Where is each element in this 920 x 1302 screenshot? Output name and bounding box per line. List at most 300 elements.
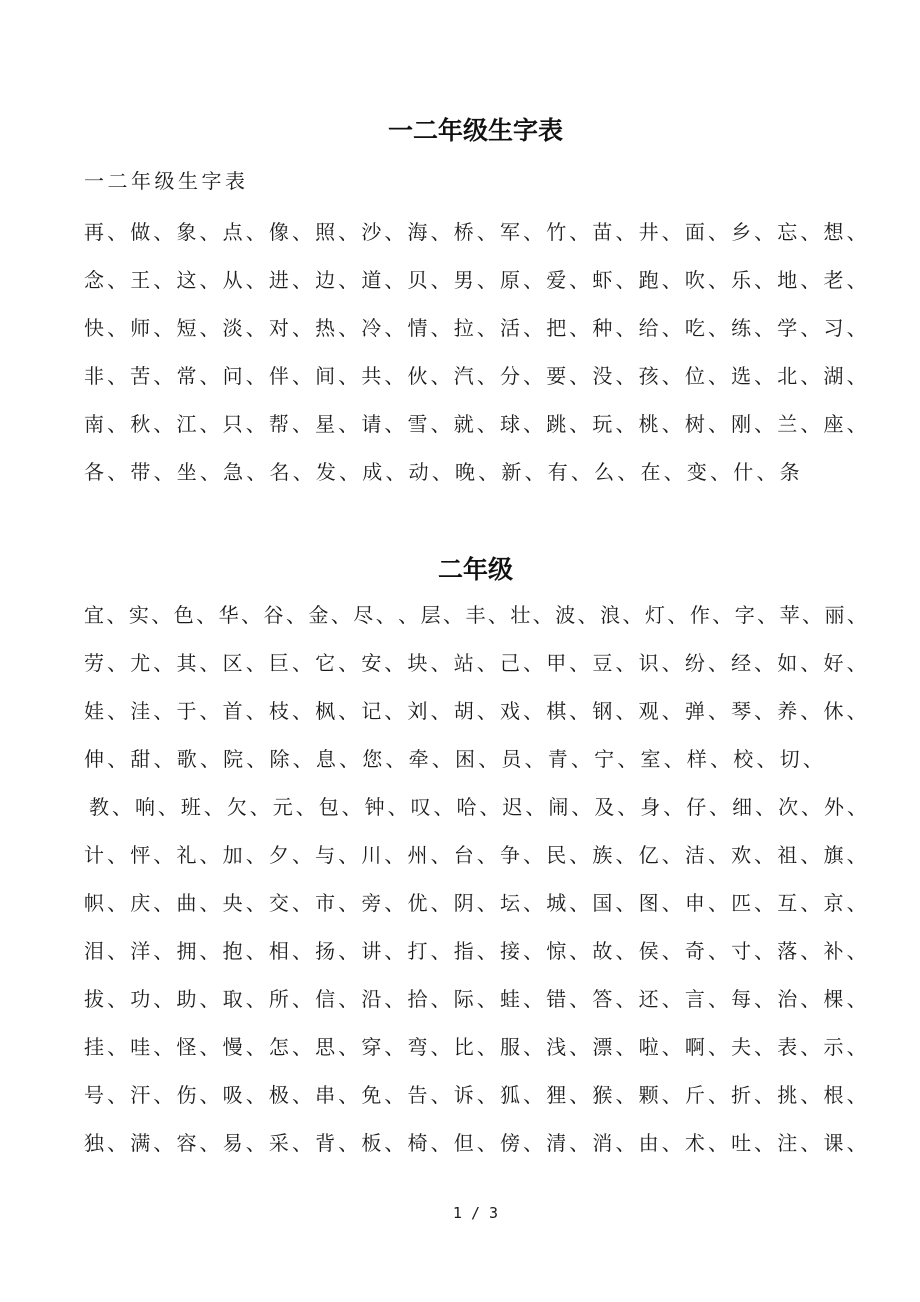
character-glyph: 扬 — [315, 941, 336, 963]
character-glyph: 、 — [570, 461, 591, 484]
character-glyph: 响 — [134, 797, 155, 819]
character-glyph: 、 — [430, 845, 451, 867]
character-glyph: 、 — [661, 1037, 682, 1059]
character-glyph: 、 — [153, 893, 174, 915]
character-glyph: 浪 — [600, 605, 621, 627]
character-glyph: 拔 — [84, 989, 104, 1011]
character-glyph: 、 — [846, 989, 867, 1011]
character-glyph: 面 — [684, 221, 705, 244]
character-glyph: 就 — [453, 413, 474, 436]
character-glyph: 、 — [754, 365, 775, 388]
character-glyph: 、 — [661, 317, 682, 340]
character-glyph: 、 — [622, 605, 643, 627]
character-glyph: 带 — [130, 461, 151, 484]
character-glyph: 共 — [361, 365, 382, 388]
character-glyph: 、 — [107, 893, 128, 915]
character-glyph: 、 — [476, 1037, 497, 1059]
character-glyph: 牵 — [408, 749, 429, 771]
character-glyph: 色 — [173, 605, 194, 627]
character-glyph: 、 — [387, 797, 408, 819]
character-glyph: 、 — [846, 221, 867, 244]
character-glyph: 汽 — [453, 365, 474, 388]
character-glyph: 、 — [295, 797, 316, 819]
character-glyph: 言 — [684, 989, 705, 1011]
character-glyph: 、 — [523, 845, 544, 867]
character-glyph: 州 — [407, 845, 428, 867]
character-glyph: 再 — [84, 221, 104, 244]
character-glyph: 、 — [569, 413, 590, 436]
character-glyph: 胡 — [453, 701, 474, 723]
grade-1-2-character-rows — [84, 209, 867, 497]
character-glyph: 、 — [245, 365, 266, 388]
character-glyph: 息 — [315, 749, 336, 771]
character-glyph: 民 — [546, 845, 567, 867]
character-glyph: 枝 — [268, 701, 289, 723]
character-glyph: 、 — [430, 989, 451, 1011]
character-glyph: 、 — [615, 845, 636, 867]
character-glyph: 、 — [153, 989, 174, 1011]
character-glyph: 、 — [199, 317, 220, 340]
character-glyph: 哈 — [456, 797, 477, 819]
character-glyph: 您 — [362, 749, 383, 771]
character-row — [84, 401, 867, 449]
character-glyph: 苹 — [779, 605, 800, 627]
character-row — [84, 832, 867, 880]
character-glyph: 落 — [777, 941, 798, 963]
character-glyph: 怎 — [268, 1037, 289, 1059]
character-glyph: 、 — [846, 1037, 867, 1059]
character-glyph: 、 — [430, 653, 451, 675]
grade-2-character-rows — [84, 592, 867, 1168]
character-glyph: 、 — [384, 221, 405, 244]
character-glyph: 相 — [268, 941, 289, 963]
character-glyph: 北 — [777, 365, 798, 388]
character-glyph: 华 — [218, 605, 239, 627]
character-glyph: 、 — [196, 605, 217, 627]
character-glyph: 、 — [157, 797, 178, 819]
character-glyph: 首 — [222, 701, 243, 723]
character-glyph: 、 — [106, 605, 127, 627]
character-glyph: 、 — [431, 749, 452, 771]
character-glyph: 、 — [245, 701, 266, 723]
character-glyph: 、 — [384, 653, 405, 675]
character-glyph: 进 — [268, 269, 289, 292]
character-glyph: 根 — [823, 1085, 844, 1107]
character-glyph: 桥 — [453, 221, 474, 244]
character-glyph: 汗 — [130, 1085, 151, 1107]
character-glyph: 、 — [524, 461, 545, 484]
character-glyph: 字 — [734, 605, 755, 627]
character-glyph: 、 — [523, 413, 544, 436]
character-glyph: 、 — [398, 605, 419, 627]
character-glyph: 、 — [754, 413, 775, 436]
character-glyph: 、 — [523, 1037, 544, 1059]
character-glyph: 动 — [408, 461, 429, 484]
character-glyph: 表 — [777, 1037, 798, 1059]
character-glyph: 院 — [223, 749, 244, 771]
character-glyph: 、 — [291, 365, 312, 388]
character-glyph: 、 — [199, 461, 220, 484]
character-glyph: 、 — [615, 989, 636, 1011]
character-glyph: 、 — [153, 941, 174, 963]
character-glyph: 竹 — [546, 221, 567, 244]
character-glyph: 故 — [592, 941, 613, 963]
character-glyph: 课 — [823, 1133, 844, 1155]
character-glyph: 、 — [338, 1133, 359, 1155]
character-glyph: 怦 — [130, 845, 151, 867]
character-glyph: 照 — [315, 221, 336, 244]
character-glyph: 、 — [667, 605, 688, 627]
document-subtitle: 一二年级生字表 — [84, 171, 249, 193]
character-glyph: 吸 — [222, 1085, 243, 1107]
character-glyph: 极 — [268, 1085, 289, 1107]
character-glyph: 、 — [338, 221, 359, 244]
character-glyph: 信 — [315, 989, 336, 1011]
character-glyph: 孩 — [638, 365, 659, 388]
section-grade-1-2 — [84, 209, 867, 497]
character-glyph: 、 — [107, 749, 128, 771]
character-glyph: 叹 — [410, 797, 431, 819]
character-glyph: 、 — [523, 893, 544, 915]
character-glyph: 、 — [532, 605, 553, 627]
character-glyph: 、 — [338, 653, 359, 675]
character-glyph: 、 — [476, 1085, 497, 1107]
character-glyph: 么 — [594, 461, 615, 484]
character-glyph: 、 — [291, 989, 312, 1011]
character-glyph: 、 — [615, 1133, 636, 1155]
character-glyph: 、 — [338, 317, 359, 340]
character-glyph: 帮 — [268, 413, 289, 436]
character-glyph: 分 — [499, 365, 520, 388]
character-glyph: 、 — [846, 653, 867, 675]
character-glyph: 刘 — [407, 701, 428, 723]
character-glyph: 、 — [199, 365, 220, 388]
character-glyph: 、 — [199, 269, 220, 292]
character-glyph: 、 — [846, 1133, 867, 1155]
character-glyph: 尽 — [353, 605, 374, 627]
character-glyph: 、 — [801, 797, 822, 819]
character-glyph: 、 — [199, 221, 220, 244]
character-glyph: 、 — [476, 893, 497, 915]
character-glyph: 、 — [617, 797, 638, 819]
character-glyph: 京 — [823, 893, 844, 915]
character-glyph: 、 — [291, 269, 312, 292]
character-glyph: 、 — [107, 365, 128, 388]
character-glyph: 除 — [269, 749, 290, 771]
character-glyph: 际 — [453, 989, 474, 1011]
character-glyph: 、 — [754, 1037, 775, 1059]
character-glyph: 、 — [153, 845, 174, 867]
character-glyph: 细 — [732, 797, 753, 819]
character-glyph: 、 — [707, 1085, 728, 1107]
character-glyph: 湖 — [823, 365, 844, 388]
character-glyph: 、 — [800, 1133, 821, 1155]
character-glyph: 身 — [640, 797, 661, 819]
character-glyph: 它 — [315, 653, 336, 675]
character-glyph: 、 — [107, 653, 128, 675]
character-glyph: 、 — [661, 701, 682, 723]
character-glyph: 、 — [569, 269, 590, 292]
character-glyph: 争 — [499, 845, 520, 867]
character-glyph: 、 — [615, 365, 636, 388]
character-glyph: 接 — [499, 941, 520, 963]
character-glyph: 、 — [384, 1037, 405, 1059]
character-glyph: 、 — [291, 1133, 312, 1155]
character-glyph: 、 — [523, 653, 544, 675]
character-glyph: 养 — [777, 701, 798, 723]
character-glyph: 容 — [176, 1133, 197, 1155]
character-glyph: 灯 — [644, 605, 665, 627]
character-glyph: 、 — [523, 221, 544, 244]
character-glyph: 、 — [707, 893, 728, 915]
character-glyph: 波 — [555, 605, 576, 627]
character-glyph: 、 — [661, 1085, 682, 1107]
character-glyph: 、 — [291, 221, 312, 244]
character-glyph: 记 — [361, 701, 382, 723]
character-glyph: 、 — [375, 605, 396, 627]
character-glyph: 、 — [476, 989, 497, 1011]
character-glyph: 清 — [546, 1133, 567, 1155]
character-glyph: 、 — [615, 941, 636, 963]
character-glyph: 、 — [291, 1085, 312, 1107]
character-glyph: 取 — [222, 989, 243, 1011]
character-glyph: 斤 — [684, 1085, 705, 1107]
character-glyph: 还 — [638, 989, 659, 1011]
character-glyph: 、 — [107, 989, 128, 1011]
character-glyph: 、 — [476, 221, 497, 244]
character-glyph: 示 — [823, 1037, 844, 1059]
character-glyph: 、 — [245, 221, 266, 244]
character-glyph: 、 — [755, 797, 776, 819]
character-glyph: 互 — [777, 893, 798, 915]
character-glyph: 、 — [754, 269, 775, 292]
character-glyph: 洋 — [130, 941, 151, 963]
character-glyph: 、 — [661, 269, 682, 292]
character-glyph: 仔 — [686, 797, 707, 819]
character-glyph: 星 — [315, 413, 336, 436]
character-glyph: 、 — [339, 461, 360, 484]
character-glyph: 、 — [153, 1133, 174, 1155]
character-glyph: 情 — [407, 317, 428, 340]
character-glyph: 、 — [245, 413, 266, 436]
character-glyph: 狐 — [499, 1085, 520, 1107]
character-glyph: 穿 — [361, 1037, 382, 1059]
character-glyph: 、 — [569, 1133, 590, 1155]
character-glyph: 、 — [615, 221, 636, 244]
character-glyph: 、 — [330, 605, 351, 627]
character-glyph: 、 — [476, 941, 497, 963]
character-glyph: 交 — [268, 893, 289, 915]
character-glyph: 、 — [199, 1085, 220, 1107]
character-glyph: 、 — [153, 1085, 174, 1107]
character-glyph: 、 — [661, 893, 682, 915]
character-glyph: 尤 — [130, 653, 151, 675]
character-glyph: 、 — [476, 1133, 497, 1155]
character-glyph: 、 — [754, 317, 775, 340]
character-glyph: 、 — [577, 605, 598, 627]
character-glyph: 助 — [176, 989, 197, 1011]
character-glyph: 、 — [199, 1133, 220, 1155]
character-glyph: 庆 — [130, 893, 151, 915]
character-row — [84, 592, 867, 640]
character-glyph: 宜 — [84, 605, 104, 627]
character-glyph: 习 — [823, 317, 844, 340]
character-glyph: 诉 — [453, 1085, 474, 1107]
character-glyph: 这 — [176, 269, 197, 292]
character-glyph: 、 — [291, 845, 312, 867]
character-glyph: 在 — [640, 461, 661, 484]
character-glyph: 、 — [153, 749, 174, 771]
character-glyph: 、 — [430, 269, 451, 292]
character-glyph: 玩 — [592, 413, 613, 436]
character-glyph: 淡 — [222, 317, 243, 340]
character-row — [84, 353, 867, 401]
character-glyph: 、 — [291, 941, 312, 963]
character-glyph: 串 — [315, 1085, 336, 1107]
character-glyph: 、 — [107, 221, 128, 244]
character-glyph: 种 — [592, 317, 613, 340]
character-glyph: 、 — [338, 845, 359, 867]
character-glyph: 、 — [153, 221, 174, 244]
character-glyph: 伸 — [84, 749, 104, 771]
character-glyph: 谷 — [263, 605, 284, 627]
character-glyph: 道 — [361, 269, 382, 292]
character-glyph: 做 — [130, 221, 151, 244]
character-glyph: 、 — [111, 797, 132, 819]
character-glyph: 边 — [315, 269, 336, 292]
character-glyph: 、 — [107, 941, 128, 963]
character-glyph: 师 — [130, 317, 151, 340]
character-glyph: 、 — [476, 365, 497, 388]
character-glyph: 、 — [800, 221, 821, 244]
character-glyph: 、 — [707, 701, 728, 723]
character-glyph: 、 — [756, 749, 777, 771]
character-glyph: 念 — [84, 269, 104, 292]
character-glyph: 比 — [453, 1037, 474, 1059]
character-glyph: 、 — [245, 1133, 266, 1155]
character-glyph: 坛 — [499, 893, 520, 915]
character-glyph: 、 — [245, 269, 266, 292]
character-glyph: 、 — [663, 461, 684, 484]
character-glyph: 、 — [661, 413, 682, 436]
character-glyph: 漂 — [592, 1037, 613, 1059]
character-glyph: 甲 — [546, 653, 567, 675]
character-glyph: 忘 — [777, 221, 798, 244]
character-glyph: 、 — [846, 941, 867, 963]
character-glyph: 男 — [453, 269, 474, 292]
character-glyph: 族 — [592, 845, 613, 867]
character-glyph: 豆 — [592, 653, 613, 675]
character-glyph: 劳 — [84, 653, 104, 675]
character-glyph: 、 — [800, 413, 821, 436]
character-glyph: 、 — [523, 269, 544, 292]
character-glyph: 啊 — [684, 1037, 705, 1059]
character-glyph: 像 — [268, 221, 289, 244]
character-glyph: 、 — [443, 605, 463, 627]
character-glyph: 树 — [684, 413, 705, 436]
character-glyph: 、 — [617, 749, 638, 771]
character-glyph: 夕 — [268, 845, 289, 867]
character-glyph: 迟 — [502, 797, 523, 819]
character-glyph: 、 — [245, 653, 266, 675]
character-glyph: 、 — [338, 1085, 359, 1107]
character-glyph: 位 — [684, 365, 705, 388]
character-glyph: 、 — [569, 701, 590, 723]
character-glyph: 己 — [499, 653, 520, 675]
character-glyph: 、 — [199, 749, 220, 771]
character-glyph: 、 — [707, 941, 728, 963]
character-glyph: 吐 — [731, 1133, 752, 1155]
character-glyph: 颗 — [638, 1085, 659, 1107]
character-glyph: 、 — [615, 1037, 636, 1059]
character-glyph: 洼 — [130, 701, 151, 723]
character-glyph: 给 — [638, 317, 659, 340]
character-glyph: 乐 — [731, 269, 752, 292]
character-glyph: 棋 — [546, 701, 567, 723]
character-glyph: 伙 — [407, 365, 428, 388]
character-glyph: 、 — [615, 269, 636, 292]
character-glyph: 、 — [802, 605, 822, 627]
character-glyph: 狸 — [546, 1085, 567, 1107]
character-glyph: 、 — [153, 365, 174, 388]
character-glyph: 央 — [222, 893, 243, 915]
character-glyph: 、 — [523, 317, 544, 340]
character-glyph: 、 — [712, 605, 733, 627]
character-glyph: 、 — [800, 1085, 821, 1107]
character-glyph: 、 — [617, 461, 638, 484]
character-glyph: 、 — [285, 605, 306, 627]
character-glyph: 作 — [689, 605, 710, 627]
character-glyph: 讲 — [361, 941, 382, 963]
character-glyph: 于 — [176, 701, 197, 723]
character-glyph: 、 — [661, 941, 682, 963]
character-glyph: 、 — [846, 845, 867, 867]
character-glyph: 吃 — [684, 317, 705, 340]
character-glyph: 、 — [245, 941, 266, 963]
character-glyph: 惊 — [546, 941, 567, 963]
character-glyph: 、 — [476, 317, 497, 340]
character-glyph: 、 — [754, 701, 775, 723]
character-glyph: 匹 — [731, 893, 752, 915]
character-glyph: 选 — [731, 365, 752, 388]
character-glyph: 、 — [569, 653, 590, 675]
character-glyph: 打 — [407, 941, 428, 963]
character-glyph: 、 — [245, 317, 266, 340]
character-glyph: 、 — [291, 653, 312, 675]
character-glyph: 、 — [338, 1037, 359, 1059]
character-glyph: 包 — [318, 797, 339, 819]
character-glyph: 歌 — [176, 749, 197, 771]
character-glyph: 、 — [384, 941, 405, 963]
character-glyph: 、 — [245, 845, 266, 867]
character-glyph: 、 — [707, 365, 728, 388]
character-glyph: 、 — [661, 845, 682, 867]
character-glyph: 江 — [176, 413, 197, 436]
character-glyph: 金 — [308, 605, 329, 627]
character-glyph: 、 — [292, 461, 313, 484]
character-glyph: 、 — [569, 941, 590, 963]
character-glyph: 、 — [153, 653, 174, 675]
character-glyph: 及 — [594, 797, 615, 819]
character-glyph: 、 — [754, 941, 775, 963]
character-glyph: 、 — [245, 1037, 266, 1059]
character-glyph: 闹 — [548, 797, 569, 819]
character-glyph: 、 — [476, 845, 497, 867]
character-glyph: 、 — [707, 413, 728, 436]
character-glyph: 没 — [592, 365, 613, 388]
character-glyph: 、 — [153, 461, 174, 484]
character-glyph: 申 — [684, 893, 705, 915]
